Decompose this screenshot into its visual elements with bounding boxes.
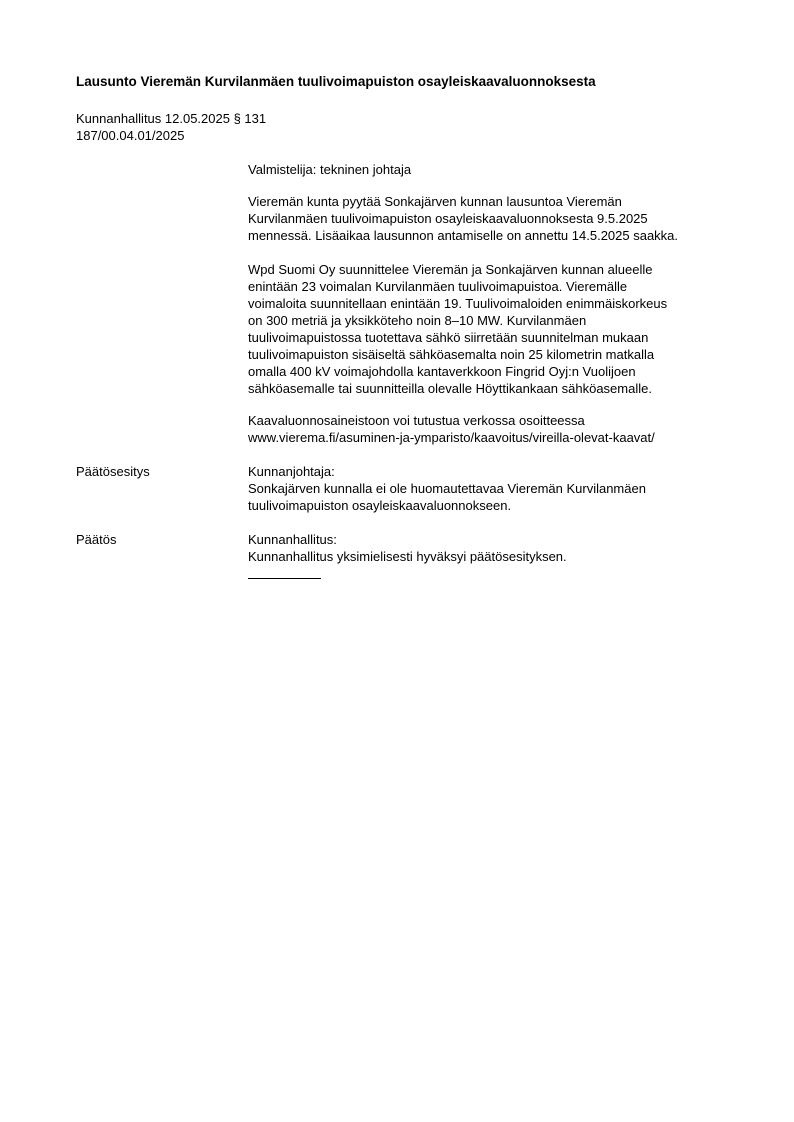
paragraph-line: Vieremän kunta pyytää Sonkajärven kunnan lausuntoa Vieremän: [248, 194, 622, 209]
materials-link[interactable]: www.vierema.fi/asuminen-ja-ymparisto/kaavoitus/vireilla-olevat-kaavat/: [248, 430, 655, 445]
proposal-line: tuulivoimapuiston osayleiskaavaluonnokseen.: [248, 498, 512, 513]
paragraph-line: tuulivoimapuistossa tuotettava sähkö siirretään suunnitelman mukaan: [248, 330, 649, 345]
paragraph-line: voimaloita suunnitellaan enintään 19. Tuulivoimaloiden enimmäiskorkeus: [248, 296, 668, 311]
meeting-info: [76, 110, 266, 144]
decision-speaker: Kunnanhallitus:: [248, 532, 337, 547]
proposal-label: Päätösesitys: [76, 464, 150, 479]
paragraph-materials: [248, 412, 748, 446]
proposal-line: Sonkajärven kunnalla ei ole huomautettavaa Vieremän Kurvilanmäen: [248, 481, 646, 496]
paragraph-line: enintään 23 voimalan Kurvilanmäen tuulivoimapuistoa. Vieremälle: [248, 279, 628, 294]
paragraph-request: [248, 193, 748, 244]
paragraph-line: sähköasemalle tai suunnitteilla olevalle Höyttikankaan sähköasemalle.: [248, 381, 652, 396]
paragraph-line: tuulivoimapuiston sisäiseltä sähköasemalta noin 25 kilometrin matkalla: [248, 347, 655, 362]
preparer-block: [248, 161, 748, 178]
paragraph-line: on 300 metriä ja yksikköteho noin 8–10 MW. Kurvilanmäen: [248, 313, 587, 328]
paragraph-project-description: [248, 261, 748, 397]
signature-rule: [248, 578, 321, 579]
document-title: Lausunto Vieremän Kurvilanmäen tuulivoimapuiston osayleiskaavaluonnoksesta: [76, 74, 596, 89]
decision-label: Päätös: [76, 532, 117, 547]
paragraph-line: Wpd Suomi Oy suunnittelee Vieremän ja Sonkajärven kunnan alueelle: [248, 262, 653, 277]
paragraph-line: mennessä. Lisäaikaa lausunnon antamiselle on annettu 14.5.2025 saakka.: [248, 228, 679, 243]
preparer-line: Valmistelija: tekninen johtaja: [248, 162, 412, 177]
paragraph-line: Kaavaluonnosaineistoon voi tutustua verkossa osoitteessa: [248, 413, 585, 428]
paragraph-line: Kurvilanmäen tuulivoimapuiston osayleiskaavaluonnoksesta 9.5.2025: [248, 211, 648, 226]
proposal-block: [248, 463, 748, 514]
record-number: 187/00.04.01/2025: [76, 128, 185, 143]
decision-text: Kunnanhallitus yksimielisesti hyväksyi päätösesityksen.: [248, 549, 567, 564]
paragraph-line: omalla 400 kV voimajohdolla kantaverkkoon Fingrid Oyj:n Vuolijoen: [248, 364, 636, 379]
decision-block: [248, 531, 748, 565]
proposal-speaker: Kunnanjohtaja:: [248, 464, 335, 479]
meeting-reference: Kunnanhallitus 12.05.2025 § 131: [76, 111, 267, 126]
